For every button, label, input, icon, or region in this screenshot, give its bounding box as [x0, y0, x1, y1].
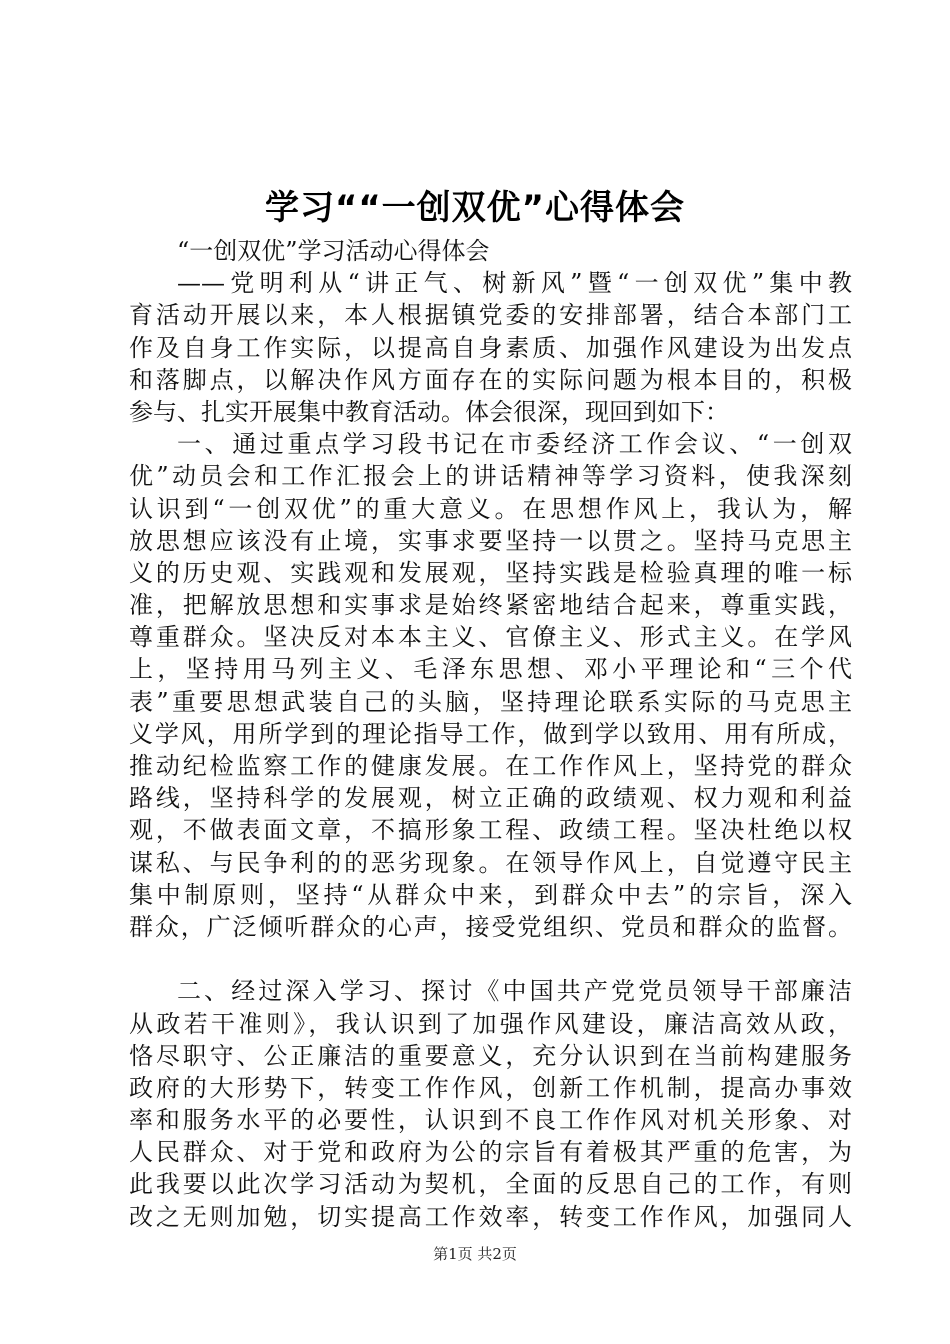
text-line: 准，把解放思想和实事求是始终紧密地结合起来，尊重实践， [129, 591, 852, 620]
text-line: 人民群众、对于党和政府为公的宗旨有着极其严重的危害，为 [129, 1138, 852, 1167]
text-line: 和落脚点，以解决作风方面存在的实际问题为根本目的，积极 [129, 365, 852, 394]
text-line: 从政若干准则》，我认识到了加强作风建设，廉洁高效从政， [129, 1009, 852, 1038]
text-line: 一、通过重点学习段书记在市委经济工作会议、“一创双 [177, 430, 852, 459]
text-line: 谋私、与民争利的的恶劣现象。在领导作风上，自觉遵守民主 [129, 848, 852, 877]
text-line: 二、经过深入学习、探讨《中国共产党党员领导干部廉洁 [177, 977, 852, 1006]
text-line: 率和服务水平的必要性，认识到不良工作作风对机关形象、对 [129, 1106, 852, 1135]
text-line: 放思想应该没有止境，实事求要坚持一以贯之。坚持马克思主 [129, 526, 852, 555]
text-line: 作及自身工作实际，以提高自身素质、加强作风建设为出发点 [129, 333, 852, 362]
text-line: 认识到“一创双优”的重大意义。在思想作风上，我认为，解 [129, 494, 852, 523]
text-line: 改之无则加勉，切实提高工作效率，转变工作作风，加强同人 [129, 1202, 852, 1231]
text-line: 群众，广泛倾听群众的心声，接受党组织、党员和群众的监督。 [129, 912, 852, 941]
text-line: 政府的大形势下，转变工作作风，创新工作机制，提高办事效 [129, 1073, 852, 1102]
text-line: 此我要以此次学习活动为契机，全面的反思自己的工作，有则 [129, 1170, 852, 1199]
page-footer: 第1页 共2页 [433, 1245, 517, 1263]
text-line: 表”重要思想武装自己的头脑，坚持理论联系实际的马克思主 [129, 687, 852, 716]
text-line: 尊重群众。坚决反对本本主义、官僚主义、形式主义。在学风 [129, 623, 852, 652]
document-body [129, 235, 852, 1233]
text-line: ——党明利从“讲正气、树新风”暨“一创双优”集中教 [177, 269, 852, 298]
document-title: 学习““一创双优”心得体会 [264, 188, 686, 228]
text-line: 集中制原则，坚持“从群众中来，到群众中去”的宗旨，深入 [129, 880, 852, 909]
text-line: 观，不做表面文章，不搞形象工程、政绩工程。坚决杜绝以权 [129, 816, 852, 845]
text-line: 义的历史观、实践观和发展观，坚持实践是检验真理的唯一标 [129, 558, 852, 587]
text-line: 优”动员会和工作汇报会上的讲话精神等学习资料，使我深刻 [129, 462, 852, 491]
paragraph-gap [129, 943, 852, 975]
text-line: 上，坚持用马列主义、毛泽东思想、邓小平理论和“三个代 [129, 655, 852, 684]
subtitle-line: “一创双优”学习活动心得体会 [177, 237, 490, 265]
text-line: 路线，坚持科学的发展观，树立正确的政绩观、权力观和利益 [129, 784, 852, 813]
text-line: 参与、扎实开展集中教育活动。体会很深，现回到如下： [129, 397, 729, 426]
text-line: 恪尽职守、公正廉洁的重要意义，充分认识到在当前构建服务 [129, 1041, 852, 1070]
text-line: 推动纪检监察工作的健康发展。在工作作风上，坚持党的群众 [129, 752, 852, 780]
text-line: 义学风，用所学到的理论指导工作，做到学以致用、用有所成， [129, 719, 852, 748]
text-line: 育活动开展以来，本人根据镇党委的安排部署，结合本部门工 [129, 301, 852, 330]
